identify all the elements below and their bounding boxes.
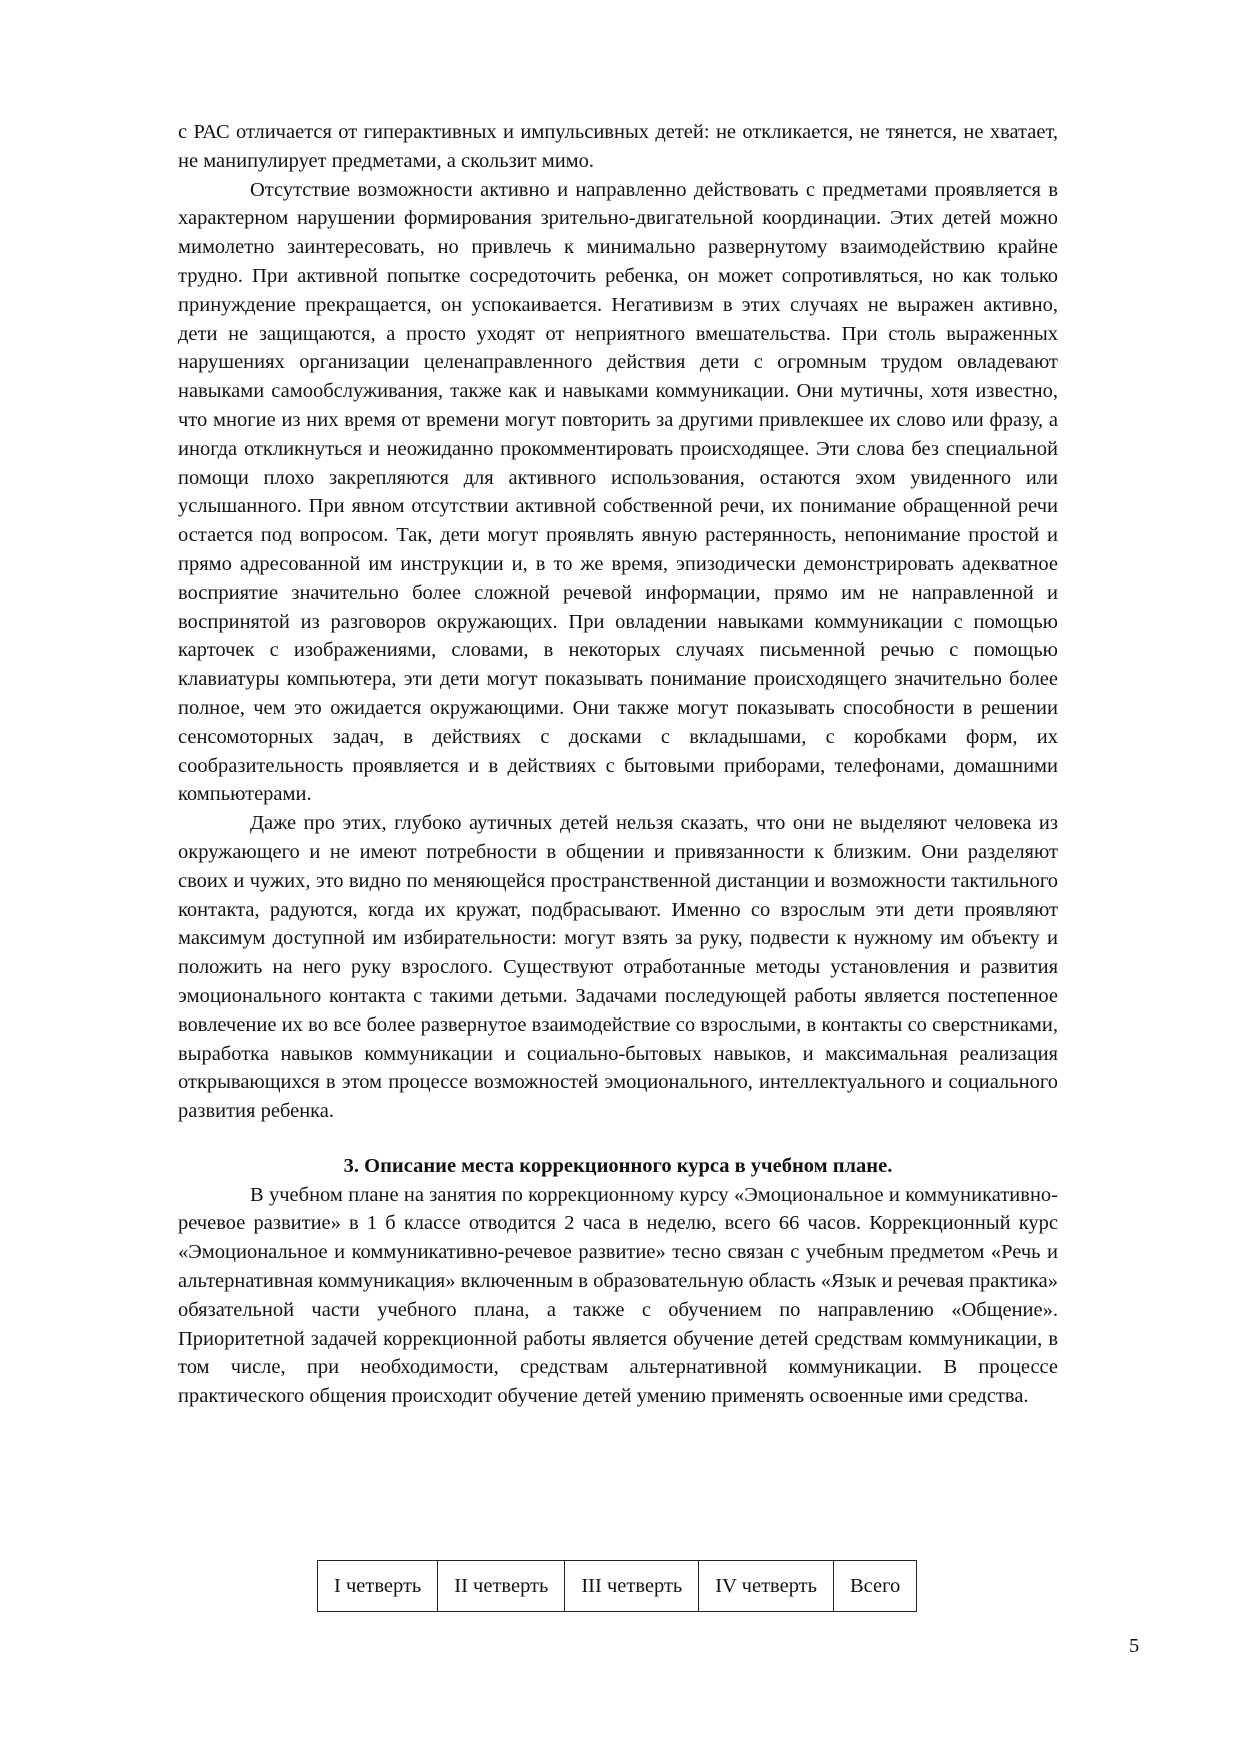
paragraph-continuation: с РАС отличается от гиперактивных и импульсивных детей: не откликается, не тянется, не хватает, не манипулирует предметами, а скользит мимо.	[178, 121, 1058, 172]
paragraph-curriculum-place: В учебном плане на занятия по коррекционному курсу «Эмоциональное и коммуникативно-речевое развитие» в 1 б классе отводится 2 часа в неделю, всего 66 часов. Коррекционный курс «Эмоциональное и коммуникативно-речевое развитие» тесно связан с учебным предметом «Речь и альтернативная коммуникация» включенным в образовательную область «Язык и речевая практика» обязательной части учебного плана, а также с обучением по направлению «Общение». Приоритетной задачей коррекционной работы является обучение детей средствам коммуникации, в том числе, при необходимости, средствам альтернативной коммуникации. В процессе практического общения происходит обучение детей умению применять освоенные ими средства.	[178, 1183, 1058, 1408]
table-cell-quarter-4: IV четверть	[699, 1561, 834, 1612]
quarters-table	[317, 1560, 917, 1612]
page-content	[178, 118, 1058, 1411]
table-cell-quarter-3: III четверть	[565, 1561, 699, 1612]
table-cell-quarter-2: II четверть	[438, 1561, 565, 1612]
table-cell-quarter-1: I четверть	[318, 1561, 438, 1612]
section-heading: 3. Описание места коррекционного курса в учебном плане.	[343, 1154, 893, 1177]
paragraph-object-actions: Отсутствие возможности активно и направленно действовать с предметами проявляется в характерном нарушении формирования зрительно-двигательной координации. Этих детей можно мимолетно заинтересовать, но привлечь к минимально развернутому взаимодействию крайне трудно. При активной попытке сосредоточить ребенка, он может сопротивляться, но как только принуждение прекращается, он успокаивается. Негативизм в этих случаях не выражен активно, дети не защищаются, а просто уходят от неприятного вмешательства. При столь выраженных нарушениях организации целенаправленного действия дети с огромным трудом овладевают навыками самообслуживания, также как и навыками коммуникации. Они мутичны, хотя известно, что многие из них время от времени могут повторить за другими привлекшее их слово или фразу, а иногда откликнуться и неожиданно прокомментировать происходящее. Эти слова без специальной помощи плохо закрепляются для активного использования, остаются эхом увиденного или услышанного. При явном отсутствии активной собственной речи, их понимание обращенной речи остается под вопросом. Так, дети могут проявлять явную растерянность, непонимание простой и прямо адресованной им инструкции и, в то же время, эпизодически демонстрировать адекватное восприятие значительно более сложной речевой информации, прямо им не направленной и воспринятой из разговоров окружающих. При овладении навыками коммуникации с помощью карточек с изображениями, словами, в некоторых случаях письменной речью с помощью клавиатуры компьютера, эти дети могут показывать понимание происходящего значительно более полное, чем это ожидается окружающими. Они также могут показывать способности в решении сенсомоторных задач, в действиях с досками с вкладышами, с коробками форм, их сообразительность проявляется и в действиях с бытовыми приборами, телефонами, домашними компьютерами.	[178, 178, 1058, 806]
table-row	[318, 1561, 917, 1612]
page-number: 5	[1129, 1635, 1140, 1657]
paragraph-emotional-contact: Даже про этих, глубоко аутичных детей нельзя сказать, что они не выделяют человека из окружающего и не имеют потребности в общении и привязанности к близким. Они разделяют своих и чужих, это видно по меняющейся пространственной дистанции и возможности тактильного контакта, радуются, когда их кружат, подбрасывают. Именно со взрослым эти дети проявляют максимум доступной им избирательности: могут взять за руку, подвести к нужному им объекту и положить на него руку взрослого. Существуют отработанные методы установления и развития эмоционального контакта с такими детьми. Задачами последующей работы является постепенное вовлечение их во все более развернутое взаимодействие со взрослыми, в контакты со сверстниками, выработка навыков коммуникации и социально-бытовых навыков, и максимальная реализация открывающихся в этом процессе возможностей эмоционального, интеллектуального и социального развития ребенка.	[178, 812, 1058, 1123]
table-cell-total: Всего	[833, 1561, 916, 1612]
